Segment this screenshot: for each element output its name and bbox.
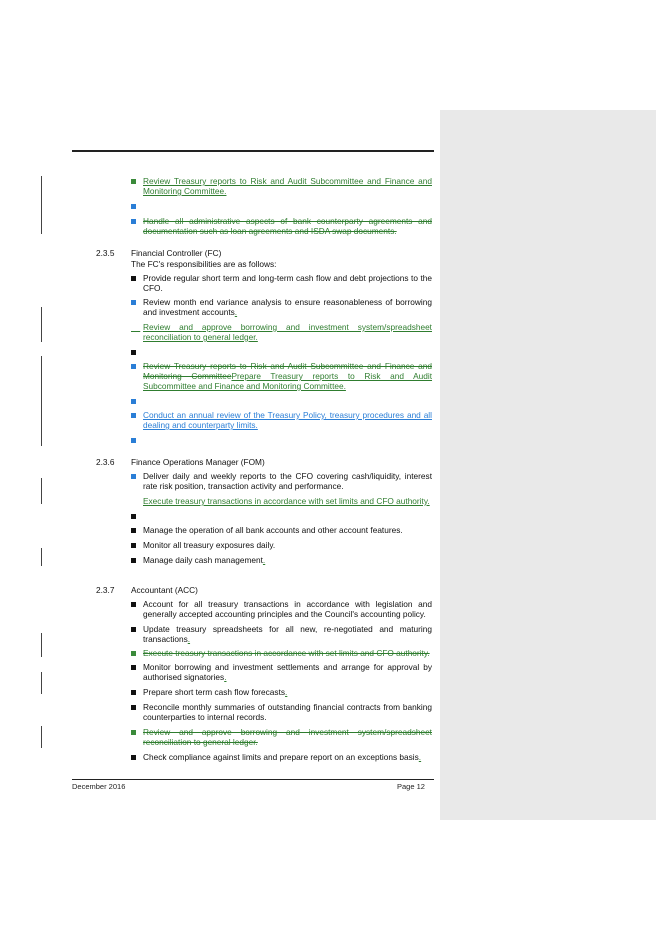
- change-bar: [41, 548, 42, 566]
- change-bar: [41, 478, 42, 504]
- bullet-icon: [131, 528, 136, 533]
- list-item: [131, 410, 432, 430]
- deleted-text: Review and approve borrowing and investment system/spreadsheet reconciliation to general ledger.: [143, 727, 432, 747]
- bullet-icon: [131, 730, 136, 735]
- section-title: Finance Operations Manager (FOM): [131, 457, 265, 467]
- item-text: Update treasury spreadsheets for all new, re-negotiated and maturing transactions: [143, 624, 432, 644]
- list-item: [131, 322, 432, 342]
- list-item: [131, 471, 432, 491]
- section-title: Accountant (ACC): [131, 585, 198, 595]
- item-text: Deliver daily and weekly reports to the CFO covering cash/liquidity, interest rate risk position, transaction activity and performance.: [143, 471, 432, 491]
- list-item: [131, 496, 432, 506]
- list-item: [131, 297, 432, 317]
- bullet-icon: [131, 755, 136, 760]
- comment-pane: [440, 110, 656, 820]
- inserted-text: Review and approve borrowing and investment system/spreadsheet reconciliation to general ledger.: [143, 322, 432, 342]
- section-number: 2.3.6: [96, 457, 115, 467]
- section-title: Financial Controller (FC): [131, 248, 222, 258]
- list-item: [131, 624, 432, 644]
- bullet-icon: [131, 665, 136, 670]
- item-text: Review month end variance analysis to ensure reasonableness of borrowing and investment accounts: [143, 297, 432, 317]
- bullet-icon: [131, 627, 136, 632]
- list-item: [131, 540, 432, 550]
- bullet-icon: [131, 558, 136, 563]
- footer-date: December 2016: [72, 782, 126, 791]
- inserted-mark: .: [418, 752, 422, 762]
- inserted-text: Prepare Treasury reports to Risk and Audit Subcommittee and Finance and Monitoring Committee.: [143, 371, 433, 391]
- item-text: Provide regular short term and long-term cash flow and debt projections to the CFO.: [143, 273, 432, 293]
- list-item: [131, 727, 432, 747]
- list-item: [131, 396, 432, 406]
- deleted-text: Handle all administrative aspects of bank counterparty agreements and documentation such as loan agreements and ISDA swap documents.: [143, 216, 432, 236]
- deleted-text: Execute treasury transactions in accordance with set limits and CFO authority.: [143, 648, 430, 658]
- bullet-icon: [131, 350, 136, 355]
- item-text: Monitor borrowing and investment settlements and arrange for approval by authorised signatories: [143, 662, 432, 682]
- item-text: Manage the operation of all bank accounts and other account features.: [143, 525, 403, 535]
- change-bar: [41, 176, 42, 234]
- header-rule: [72, 150, 434, 152]
- inserted-indent: [131, 322, 140, 332]
- section-intro: The FC's responsibilities are as follows:: [131, 259, 277, 269]
- list-item: [131, 555, 432, 565]
- bullet-icon: [131, 219, 136, 224]
- bullet-icon: [131, 204, 136, 209]
- list-item: [131, 525, 432, 535]
- bullet-icon: [131, 543, 136, 548]
- bullet-icon: [131, 413, 136, 418]
- list-item: [131, 273, 432, 293]
- bullet-icon: [131, 514, 136, 519]
- bullet-icon: [131, 179, 136, 184]
- item-text: Prepare short term cash flow forecasts: [143, 687, 286, 697]
- list-item: [131, 599, 432, 619]
- change-bar: [41, 672, 42, 694]
- deleted-text: Review Treasury reports to Risk and Audit Subcommittee and Finance and Monitoring Committee: [143, 361, 432, 381]
- inserted-mark: .: [285, 687, 288, 697]
- change-bar: [41, 726, 42, 748]
- change-bar: [41, 356, 42, 446]
- list-item: [131, 752, 432, 762]
- inserted-text: Execute treasury transactions in accordance with set limits and CFO authority.: [143, 496, 430, 506]
- bullet-icon: [131, 364, 136, 369]
- list-item: [131, 687, 432, 697]
- bullet-icon: [131, 474, 136, 479]
- inserted-text: Conduct an annual review of the Treasury Policy, treasury procedures and all dealing and counterparty limits.: [143, 410, 432, 430]
- list-item: [131, 648, 432, 658]
- list-item: [131, 662, 432, 682]
- list-item: [131, 176, 432, 196]
- inserted-mark: .: [234, 307, 238, 317]
- bullet-icon: [131, 690, 136, 695]
- list-item: [131, 702, 432, 722]
- item-text: Monitor all treasury exposures daily.: [143, 540, 276, 550]
- list-item: [131, 361, 432, 391]
- section-number: 2.3.7: [96, 585, 115, 595]
- change-bar: [41, 307, 42, 342]
- inserted-text: Review Treasury reports to Risk and Audit Subcommittee and Finance and Monitoring Committee.: [143, 176, 432, 196]
- inserted-mark: .: [262, 555, 266, 565]
- item-text: Account for all treasury transactions in accordance with legislation and generally accepted accounting principles and the Council's accounting policy.: [143, 599, 432, 619]
- bullet-icon: [131, 651, 136, 656]
- inserted-mark: .: [187, 634, 191, 644]
- bullet-icon: [131, 399, 136, 404]
- bullet-icon: [131, 705, 136, 710]
- inserted-mark: .: [224, 672, 227, 682]
- change-bar: [41, 633, 42, 657]
- bullet-icon: [131, 438, 136, 443]
- item-text: Check compliance against limits and prepare report on an exceptions basis: [143, 752, 419, 762]
- footer-page-number: Page 12: [397, 782, 425, 791]
- section-number: 2.3.5: [96, 248, 115, 258]
- list-item: [131, 216, 432, 236]
- footer-rule: [72, 779, 434, 780]
- item-text: Reconcile monthly summaries of outstanding financial contracts from banking counterparties to internal records.: [143, 702, 432, 722]
- item-text: Manage daily cash management: [143, 555, 263, 565]
- bullet-icon: [131, 276, 136, 281]
- list-item: [131, 435, 432, 445]
- bullet-icon: [131, 300, 136, 305]
- bullet-icon: [131, 602, 136, 607]
